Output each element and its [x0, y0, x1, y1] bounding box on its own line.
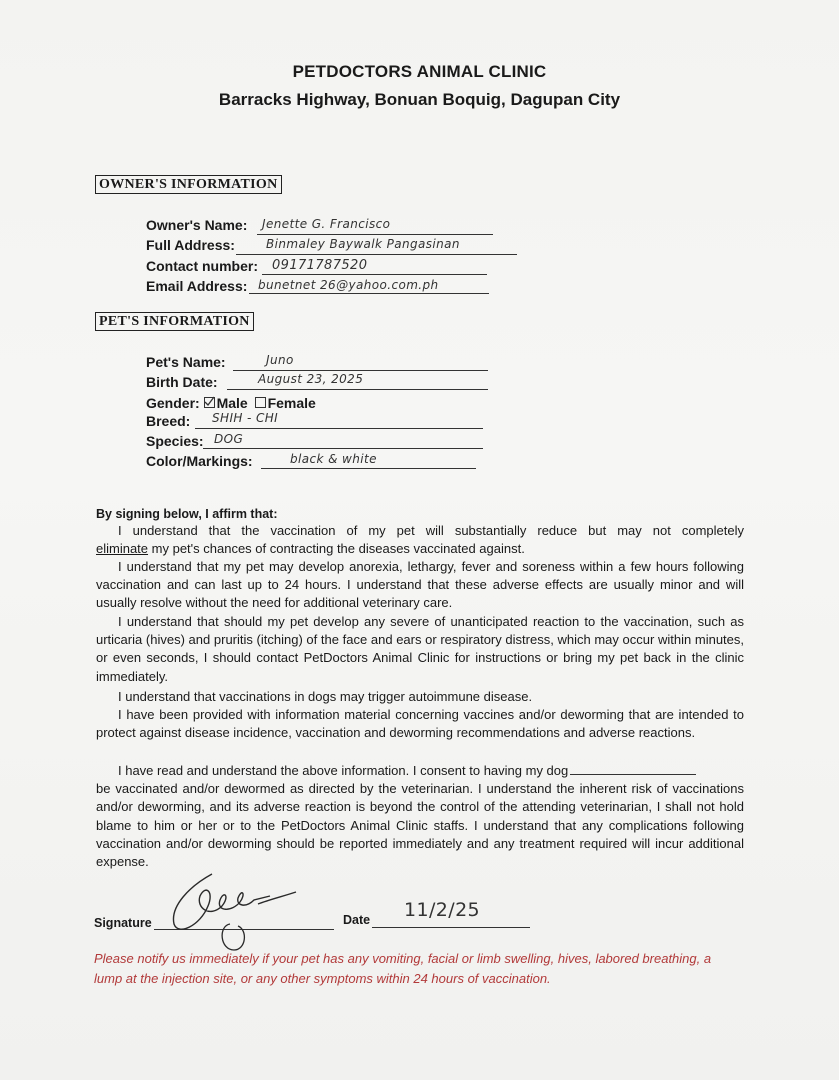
owner-address-value: Binmaley Baywalk Pangasinan [266, 237, 460, 251]
owner-name-label: Owner's Name: [146, 217, 248, 233]
breed-line [195, 428, 483, 429]
pet-name-value: Juno [266, 353, 294, 367]
handwritten-signature [150, 866, 310, 956]
pet-name-label: Pet's Name: [146, 354, 226, 370]
clinic-name: PETDOCTORS ANIMAL CLINIC [292, 62, 547, 81]
date-label: Date [343, 913, 371, 927]
consent-heading: By signing below, I affirm that: [96, 507, 278, 521]
consent-paragraph-1-rest: my pet's chances of contracting the diseases vaccinated against. [148, 541, 525, 557]
color-markings-line [261, 468, 476, 469]
date-value: 11/2/25 [404, 899, 481, 921]
dog-name-blank[interactable] [570, 764, 696, 775]
consent-paragraph-3: I understand that should my pet develop any severe of unanticipated reaction to the vaccination, such as urticaria (hives) and pruritis (itching) of the face and ears or respiratory distress, which may occur within minutes, or even seconds, I should contact PetDoctors Animal Clinic for instructions or bring my pet back in the clinic immediately. [96, 614, 744, 684]
consent-text: I have read and understand the above information. I consent to having my dog [118, 763, 569, 778]
consent-paragraph-2: I understand that my pet may develop anorexia, lethargy, fever and soreness within a few hours following vaccination and can last up to 24 hours. I understand that these adverse effects are usually minor and will usually resolve without the need for additional veterinary care. [96, 559, 744, 611]
signature-label: Signature [94, 916, 152, 930]
consent-paragraph-1 [96, 522, 744, 558]
email-value: bunetnet 26@yahoo.com.ph [258, 278, 439, 292]
contact-number-line [262, 274, 487, 275]
owner-address-line [236, 254, 517, 255]
consent-paragraph-6-line-1 [96, 762, 744, 780]
breed-label: Breed: [146, 413, 191, 429]
consent-paragraph-6 [96, 762, 744, 871]
gender-male-label: Male [216, 395, 248, 411]
owner-address-label: Full Address: [146, 237, 235, 253]
birth-date-label: Birth Date: [146, 374, 218, 390]
email-label: Email Address: [146, 278, 248, 294]
email-line [249, 293, 489, 294]
underlined-eliminate: eliminate [96, 541, 149, 557]
owner-section-heading: OWNER'S INFORMATION [95, 175, 282, 194]
owner-name-value: Jenette G. Francisco [262, 217, 391, 231]
gender-female-label: Female [267, 395, 316, 411]
date-line[interactable] [372, 927, 530, 928]
consent-paragraph-1-line-2 [96, 540, 744, 558]
contact-number-label: Contact number: [146, 258, 258, 274]
color-markings-value: black & white [290, 452, 377, 466]
species-value: DOG [214, 432, 244, 446]
consent-paragraph-5: I have been provided with information material concerning vaccines and/or deworming that are intended to protect against disease incidence, vaccination and deworming recommendations and adverse reactions. [96, 707, 744, 741]
birth-date-line [227, 389, 488, 390]
gender-label: Gender: [146, 395, 200, 411]
breed-value: SHIH - CHI [212, 411, 279, 425]
consent-paragraph-1-line-1: I understand that the vaccination of my pet will substantially reduce but may not completely [118, 523, 744, 538]
species-label: Species: [146, 433, 204, 449]
birth-date-value: August 23, 2025 [258, 372, 364, 386]
consent-paragraph-4: I understand that vaccinations in dogs may trigger autoimmune disease. [118, 689, 533, 704]
gender-male-checkbox[interactable] [204, 397, 215, 408]
species-line [203, 448, 483, 449]
consent-paragraph-6-rest: be vaccinated and/or dewormed as directed by the veterinarian. I understand the inherent risk of vaccinations and/or deworming, and its adverse reaction is beyond the control of the attending veterinarian, I shall not hold blame to him or her or to the PetDoctors Animal Clinic staffs. I understand that any complications following vaccination and/or deworming should be reported immediately and any treatment required will incur additional expense. [96, 781, 744, 870]
pet-section-heading: PET'S INFORMATION [95, 312, 254, 331]
gender-female-checkbox[interactable] [255, 397, 266, 408]
post-vaccination-notice: Please notify us immediately if your pet has any vomiting, facial or limb swelling, hives, labored breathing, a lump at the injection site, or any other symptoms within 24 hours of vaccination. [94, 951, 712, 986]
color-markings-label: Color/Markings: [146, 453, 253, 469]
check-mark-icon [204, 396, 215, 407]
clinic-address: Barracks Highway, Bonuan Boquig, Dagupan City [218, 90, 621, 109]
pet-name-line [233, 370, 488, 371]
owner-name-line [257, 234, 493, 235]
gender-row [146, 395, 316, 411]
contact-number-value: 09171787520 [272, 258, 368, 273]
